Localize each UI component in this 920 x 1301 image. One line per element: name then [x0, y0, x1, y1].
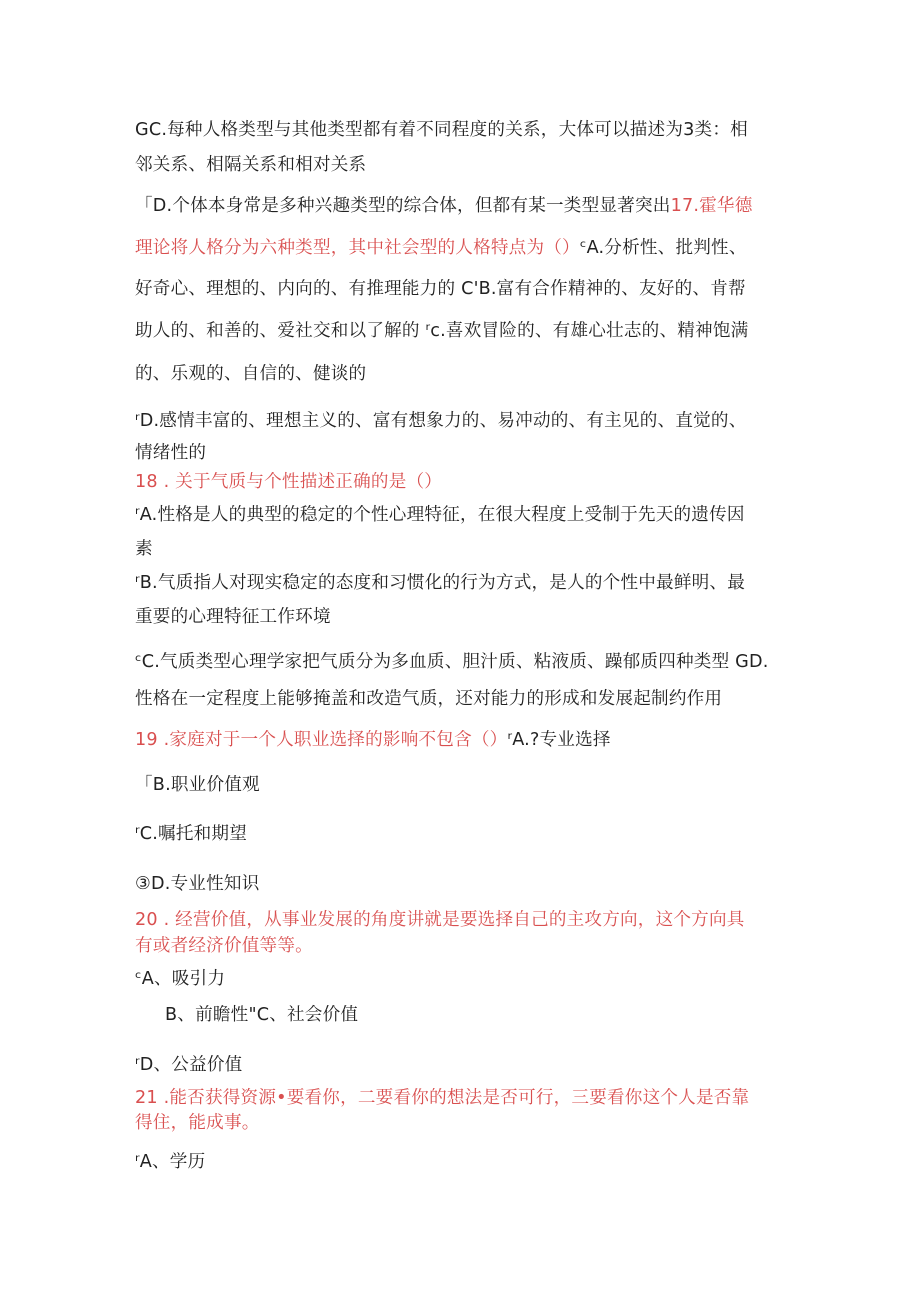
text-line: 好奇心、理想的、内向的、有推理能力的 C'B.富有合作精神的、友好的、肯帮	[135, 279, 746, 299]
text-line: ʳB.气质指人对现实稳定的态度和习惯化的行为方式，是人的个性中最鲜明、最	[135, 573, 746, 593]
text-line: B、前瞻性"C、社会价值	[165, 1005, 359, 1025]
text-line	[135, 729, 611, 751]
question-20: 20 . 经营价值，从事业发展的角度讲就是要选择自己的主攻方向，这个方向具	[135, 910, 745, 930]
question-21-cont: 得住，能成事。	[135, 1113, 260, 1133]
text-line: ᶜC.气质类型心理学家把气质分为多血质、胆汁质、粘液质、躁郁质四种类型 GD.	[135, 652, 769, 672]
question-number: 17.霍华德	[670, 196, 753, 216]
text-line: ③D.专业性知识	[135, 874, 260, 894]
text-line: ᶜA、吸引力	[135, 969, 226, 989]
text-line	[135, 237, 747, 259]
option-text: 「D.个体本身常是多种兴趣类型的综合体，但都有某一类型显著突出	[135, 196, 671, 216]
text-line: 性格在一定程度上能够掩盖和改造气质，还对能力的形成和发展起制约作用	[135, 689, 723, 709]
text-line: ʳA.性格是人的典型的稳定的个性心理特征，在很大程度上受制于先天的遗传因	[135, 505, 745, 525]
question-21: 21 .能否获得资源•要看你，二要看你的想法是否可行，三要看你这个人是否靠	[135, 1088, 750, 1108]
question-20-cont: 有或者经济价值等等。	[135, 936, 313, 956]
question-18: 18 . 关于气质与个性描述正确的是（）	[135, 472, 443, 492]
text-line: ʳC.嘱托和期望	[135, 824, 247, 844]
text-line: 邻关系、相隔关系和相对关系	[135, 155, 367, 175]
text-line: 重要的心理特征工作环境	[135, 607, 331, 627]
text-line: 素	[135, 539, 153, 559]
text-line: 的、乐观的、自信的、健谈的	[135, 364, 367, 384]
text-line: 「B.职业价值观	[135, 775, 260, 795]
text-line: ʳD.感情丰富的、理想主义的、富有想象力的、易冲动的、有主见的、直觉的、	[135, 411, 747, 431]
question-19: 19 .家庭对于一个人职业选择的影响不包含（）	[135, 730, 508, 750]
text-line: 助人的、和善的、爱社交和以了解的 ʳc.喜欢冒险的、有雄心壮志的、精神饱满	[135, 321, 749, 341]
text-line	[135, 195, 753, 217]
text-line: 情绪性的	[135, 443, 207, 463]
text-line: ʳD、公益价值	[135, 1055, 243, 1075]
text-line: GC.每种人格类型与其他类型都有着不同程度的关系，大体可以描述为3类：相	[135, 120, 748, 140]
option-text: ʳA.?专业选择	[507, 730, 611, 750]
text-line: ʳA、学历	[135, 1152, 206, 1172]
question-text: 理论将人格分为六种类型，其中社会型的人格特点为（）	[135, 238, 580, 258]
option-text: ᶜA.分析性、批判性、	[579, 238, 747, 258]
